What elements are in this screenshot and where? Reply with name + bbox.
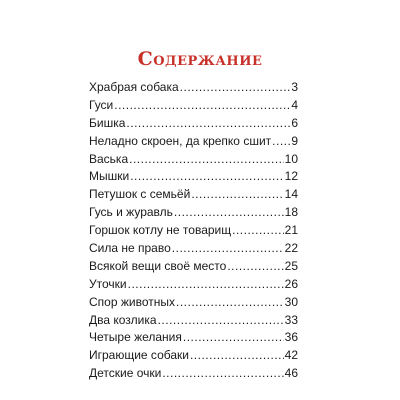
toc-entry-page: 21: [284, 223, 298, 238]
toc-entry-page: 3: [291, 80, 298, 94]
toc-entry-page: 33: [284, 312, 298, 327]
toc-leader-dots: [114, 98, 290, 112]
toc-entry-page: 14: [284, 187, 298, 202]
toc-leader-dots: [128, 277, 284, 291]
toc-entry: [89, 152, 298, 170]
toc-entry-page: 46: [284, 366, 298, 381]
toc-entry-title: Уточки: [89, 276, 127, 291]
toc-leader-dots: [227, 259, 283, 273]
toc-entry: [89, 223, 298, 241]
toc-entry: [89, 187, 298, 205]
toc-entry: [89, 259, 298, 277]
toc-entry-title: Бишка: [89, 115, 126, 130]
toc-entry-title: Петушок с семьёй: [89, 187, 191, 202]
toc-entry: [89, 366, 298, 384]
toc-entry-title: Детские очки: [89, 366, 162, 381]
toc-entry: [89, 348, 298, 366]
toc-leader-dots: [176, 295, 284, 309]
toc-entry: [89, 330, 298, 348]
toc-entry-title: Четыре желания: [89, 330, 182, 345]
toc-entry: [89, 277, 298, 295]
toc-leader-dots: [191, 187, 283, 201]
toc-entry-page: 18: [284, 205, 298, 220]
toc-entry-title: Храбрая собака: [89, 80, 179, 94]
toc-entry-title: Играющие собаки: [89, 348, 189, 363]
toc-entry: [89, 313, 298, 331]
toc-leader-dots: [190, 348, 284, 362]
toc-leader-dots: [232, 223, 284, 237]
toc-entry-title: Гусь и журавль: [89, 205, 173, 220]
toc-leader-dots: [183, 330, 284, 344]
toc-entry-title: Мышки: [89, 169, 130, 184]
toc-entry-page: 10: [284, 151, 298, 166]
toc-leader-dots: [126, 116, 290, 130]
toc-leader-dots: [162, 366, 283, 380]
toc-entry-page: 42: [284, 348, 298, 363]
toc-entry: [89, 241, 298, 259]
contents-heading: Содержание: [137, 48, 263, 70]
toc-leader-dots: [158, 313, 284, 327]
toc-entry: [89, 295, 298, 313]
toc-entry-page: 9: [291, 133, 298, 148]
toc-entry-page: 22: [284, 241, 298, 256]
toc-entry: [89, 134, 298, 152]
toc-entry-page: 36: [284, 330, 298, 345]
toc-entry-title: Гуси: [89, 97, 114, 112]
toc-entry-page: 25: [284, 258, 298, 273]
toc-entry-page: 30: [284, 294, 298, 309]
toc-entry-page: 4: [291, 97, 298, 112]
toc-entry: [89, 98, 298, 116]
toc-entry-title: Всякой вещи своё место: [89, 258, 227, 273]
toc-leader-dots: [129, 152, 284, 166]
toc-entry-title: Спор животных: [89, 294, 175, 309]
toc-entry-title: Сила не право: [89, 241, 171, 256]
toc-entry-page: 6: [291, 115, 298, 130]
toc-entry: [89, 205, 298, 223]
toc-entry: [89, 116, 298, 134]
toc-leader-dots: [130, 169, 283, 183]
toc-entry-title: Два козлика: [89, 312, 157, 327]
toc-leader-dots: [172, 241, 284, 255]
toc-entry-title: Васька: [89, 151, 129, 166]
toc-leader-dots: [180, 80, 291, 94]
toc-entry: [89, 80, 298, 98]
toc-entry-title: Горшок котлу не товарищ: [89, 223, 232, 238]
table-of-contents: [89, 80, 298, 384]
toc-entry: [89, 169, 298, 187]
toc-leader-dots: [272, 134, 290, 148]
toc-entry-page: 12: [284, 169, 298, 184]
toc-entry-page: 26: [284, 276, 298, 291]
toc-entry-title: Неладно скроен, да крепко сшит: [89, 133, 272, 148]
toc-leader-dots: [174, 205, 284, 219]
